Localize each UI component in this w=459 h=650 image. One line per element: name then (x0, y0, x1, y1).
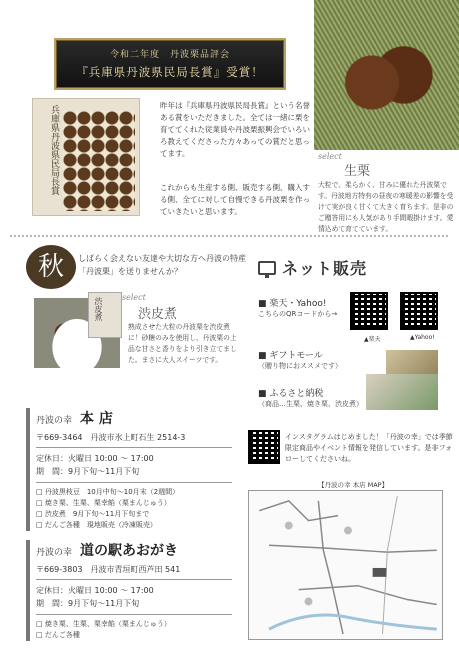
rakuten-qr-caption: ▲楽天 (364, 336, 381, 343)
shop-period: 期 間：9月下旬～11月下旬 (36, 467, 140, 476)
section-divider (10, 235, 450, 237)
furusato-sub: （商品…生栗、焼き栗、渋皮煮） (258, 400, 363, 408)
nama-description: 大粒で、柔らかく、甘みに優れた丹波栗です。丹波地方特有の昼夜の寒暖差の影響を受けて実が良く甘くて大きく育ちます。是非のご贈答用にも人気があり手間暇掛けます。愛情込めて育てています。 (318, 181, 454, 233)
map-road (299, 586, 437, 605)
shop-item: □ だんご各種 現地販売（冷凍販売） (36, 521, 157, 529)
map-road (269, 545, 437, 552)
shop-item: □ 渋皮煮 9月下旬～11月下旬まで (36, 510, 150, 518)
instagram-text: インスタグラムはじめました！「丹波の幸」では季節限定商品やイベント情報を発信しています。是非フォローしてくださいね。 (285, 433, 453, 463)
award-plaque (54, 38, 286, 90)
intro-text-2 (160, 182, 312, 218)
shop-item: □ 丹波黒枝豆 10月中旬～10月末（2週間） (36, 488, 180, 496)
shop-location-marker (373, 568, 387, 577)
shop-item: □ だんご各種 (36, 631, 80, 639)
yahoo-qr-code[interactable] (400, 292, 438, 330)
rakuten-yahoo-sub: こちらのQRコードから→ (258, 310, 338, 318)
select-nama-tag: select (318, 152, 342, 161)
aki-mark: 秋 (26, 245, 76, 289)
shop-name: 道の駅あおがき (80, 543, 179, 559)
shop-closed-day: 定休日：火曜日 10:00 ～ 17:00 (36, 454, 154, 463)
intro-paragraph-1: 昨年は『兵庫県丹波県民局長賞』という名誉ある賞をいただきました。全ては一緒に栗を育ててくれた従業員や丹波栗振興会でいろいろ教えてくださった方々あっての賞だと思ってます。 (160, 101, 310, 158)
rakuten-yahoo-item (258, 296, 337, 319)
shop-closed-day: 定休日：火曜日 10:00 ～ 17:00 (36, 586, 154, 595)
select-nama-name: 生栗 (344, 164, 371, 179)
shop-brand: 丹波の幸 (36, 548, 73, 558)
shop-address: 〒669-3464 丹波市氷上町石生 2514-3 (36, 433, 186, 442)
shop-map (248, 490, 443, 640)
giftmall-sub: （贈り物におススメです） (258, 362, 342, 370)
map-caption: 【丹波の幸 本店 MAP】 (318, 481, 389, 489)
instagram-qr-code[interactable] (248, 430, 280, 464)
shop-item: □ 焼き栗、生栗、栗幸餡（栗まんじゅう） (36, 620, 171, 628)
map-drawing (249, 491, 442, 639)
award-line-1: 令和二年度 丹波栗品評会 (109, 50, 230, 60)
furusato-item (258, 386, 363, 409)
giftmall-label: ■ ギフトモール (258, 351, 323, 361)
shop-rule (36, 579, 232, 580)
shop-rule (36, 614, 232, 615)
shop-address: 〒669-3803 丹波市青垣町西芦田 541 (36, 565, 181, 574)
net-sales-label: ネット販売 (282, 259, 368, 278)
shop-rule (36, 447, 232, 448)
gift-text: しばらく会えない友達や大切な方へ丹波の特産「丹波栗」を送りませんか？ (78, 254, 246, 276)
map-landmark (305, 598, 313, 606)
rakuten-qr-code[interactable] (350, 292, 388, 330)
map-river (269, 615, 437, 629)
shop-item: □ 焼き栗、生栗、栗幸餡（栗まんじゅう） (36, 499, 171, 507)
chestnut-box-photo (32, 98, 140, 216)
shop-rule (36, 482, 232, 483)
rakuten-yahoo-label: ■ 楽天・Yahoo! (258, 299, 327, 309)
map-road (259, 501, 338, 521)
map-landmark (344, 527, 352, 535)
giftmall-item (258, 348, 342, 371)
pack-label: 渋皮煮 (94, 297, 103, 321)
chestnut-grid-image (63, 111, 135, 211)
computer-icon (258, 261, 276, 275)
select-shibu-tag: select (122, 293, 146, 302)
intro-paragraph-2: これからも生産する側、販売する側、購入する側、全てに対して自慢できる丹波栗を作っていきたいと思います。 (160, 183, 310, 216)
shop-name: 本 店 (80, 411, 113, 427)
award-line-2: 『兵庫県丹波県民局長賞』受賞！ (76, 65, 264, 79)
shibukawani-pack-photo (88, 292, 122, 338)
shop-period: 期 間：9月下旬～11月下旬 (36, 599, 140, 608)
yahoo-qr-caption: ▲Yahoo! (410, 334, 435, 341)
select-shibu-name: 渋皮煮 (138, 307, 178, 322)
intro-text (160, 100, 312, 164)
chestnut-photo (314, 0, 459, 150)
shop-brand: 丹波の幸 (36, 416, 73, 426)
shop-honten (26, 408, 232, 531)
map-road (383, 496, 398, 634)
shibukawani-description: 熟成させた大粒の丹波栗を渋皮煮に！砂糖のみを使用し、丹波栗の上品な甘さと香りをより引き立てました。まさに大人スイーツです。 (128, 323, 237, 364)
furusato-photo (366, 374, 438, 410)
map-landmark (285, 522, 293, 530)
shop-michinoeki (26, 540, 232, 641)
box-award-label: 兵庫県丹波県民局長賞 (49, 105, 59, 195)
furusato-label: ■ ふるさと納税 (258, 389, 324, 399)
net-sales-title (258, 256, 367, 279)
